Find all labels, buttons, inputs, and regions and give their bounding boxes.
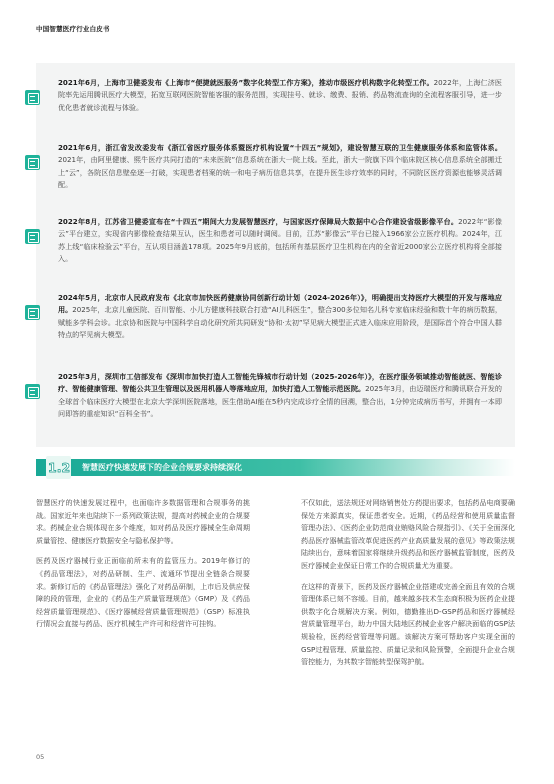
policy-timeline-panel: [36, 63, 515, 447]
paragraph: 在这样的背景下，医药及医疗器械企业搭建或完善全面且有效的合规管理体系已刻不容缓。目前，越来越多技术生态商积极为医药企业提供数字化合规解决方案。例如，德勤推出D-GSP药品和医疗器械经营质量管理平台，助力中国大陆地区药械企业客户解决面临的GSP法规验检，医药经营管理等问题。该解决方案可帮助客户实现全面的GSP过程管理、质量监控、质量记录和风险预警，全面提升企业合规管控能力，为其数字智能转型保驾护航。: [301, 581, 515, 667]
entry-body: 2025年3月，由迈瑞医疗和腾讯联合开发的全球首个临床医疗大模型在北京大学深圳医院落地，医生借助AI能在5秒内完成诊疗全情的回溯，整合出，1分钟完成病历书写，并拥有一本即问即答的重症知识“百科全书”。: [58, 384, 502, 419]
entry-lead: 2022年8月，江苏省卫健委宣布在“十四五”期间大力发展智慧医疗，与国家医疗保障局大数据中心合作建设省级影像平台。: [58, 217, 459, 226]
timeline-entry-text: [58, 142, 502, 192]
entry-body: 2021年，由阿里健康、熙牛医疗共同打造的“未来医院”信息系统在浙大一院上线。至此，浙大一院旗下四个临床院区核心信息系统全部搬迁上“云”，各院区信息壁垒逐一打破，实现患者档案的统一和电子病历信息共享，在提升医生诊疗效率的同时，不同院区医疗资源也能够灵活调配。: [58, 155, 502, 190]
entry-body: 2025年，北京儿童医院、百川智能、小儿方健康科技联合打造“AI儿科医生”，整合300多位知名儿科专家临床经验和数十年的病历数据，赋能多学科会诊。北京协和医院与中国科学自动化研究所共同研发“协和·太初”罕见病大模型正式进入临床应用阶段，是国际首个符合中国人群特点的罕见病大模型。: [58, 305, 502, 340]
document-icon: [25, 229, 40, 244]
document-icon: [25, 155, 40, 170]
paragraph: 不仅如此，送法规还对网络销售处方药提出要求，包括药品电商要确保处方来源真实，保证患者安全。近期，《药品经营和使用质量监督管理办法》、《医药企业防范商业贿赂风险合规指引》、《关于全面深化药品医疗器械监管改革促进医药产业高质量发展的意见》等政策法规陆续出台，意味着国家将继续升级药品和医疗器械监管制度，医药及医疗器械企业保证日常工作的合规质量尤为重要。: [301, 498, 515, 570]
body-column-left: [36, 497, 250, 639]
document-icon: [25, 384, 40, 399]
document-icon: [25, 90, 40, 105]
paragraph: 医药及医疗器械行业正面临前所未有的监管压力。2019年修订的《药品管理法》，对药品研制、生产、流通环节提出全链条合规要求。新修订后的《药品管理法》强化了对药品研制，上市后及供应保障的段的管理，企业的《药品生产质量管理规范》（GMP）及《药品经营质量管理规范》、《医疗器械经营质量管理规范》（GSP）标准执行情况会直接与药品、医疗机械生产许可和经营许可挂钩。: [36, 556, 250, 629]
body-column-right: [301, 497, 515, 677]
entry-lead: 2024年5月，北京市人民政府发布《北京市加快医药健康协同创新行动计划（2024-2026年）》，明确提出支持医疗大模型的开发与落地应用。: [58, 293, 502, 315]
section-heading-bar: [36, 459, 515, 476]
timeline-entry-text: [58, 77, 502, 114]
section-number: 1.2: [48, 460, 71, 475]
entry-lead: 2025年3月，深圳市工信部发布《深圳市加快打造人工智能先锋城市行动计划（2025-2026年）》，在医疗服务领域推动智能就医、智能诊疗、智能健康管理、智能公共卫生管理以及医用机器人等落地应用，加快打造人工智能示范医院。: [58, 372, 502, 394]
entry-body: 2022年，上海仁济医院率先运用腾讯医疗大模型，拓宽互联网医院智能客服的服务范围，实现挂号、就诊、缴费、报销、药品物流查询的全流程客服引导，进一步优化患者就诊流程与体验。: [58, 78, 502, 112]
document-title: 中国智慧医疗行业白皮书: [36, 25, 110, 33]
timeline-entry-text: [58, 216, 502, 266]
timeline-entry-text: [58, 371, 502, 421]
timeline-entry-text: [58, 292, 502, 342]
entry-body: 2022年“影像云”平台建立，实现省内影像检查结果互认，医生和患者可以随时调阅。目前，江苏“影像云”平台已接入1966家公立医疗机构。2024年，江苏上线“临床检验云”平台，互认项目涵盖178项。2025年9月底前，包括所有基层医疗卫生机构在内的全省近2000家公立医疗机构将全部接入。: [58, 217, 502, 264]
entry-lead: 2021年6月，上海市卫健委发布《上海市“便捷就医服务”数字化转型工作方案》，推动市级医疗机构数字化转型工作。: [58, 78, 434, 87]
section-title: 智慧医疗快速发展下的企业合规要求持续深化: [82, 463, 242, 472]
document-icon: [25, 305, 40, 320]
page-number: 05: [36, 753, 45, 761]
paragraph: 智慧医疗的快速发展过程中，也面临许多数据管理和合规事务的挑战。国家近年来也陆续下一系列政策法规，提高对药械企业的合规要求。药械企业合规体现在多个维度，如对药品及医疗器械全生命周期质量管控、健康医疗数据安全与隐私保护等。: [36, 498, 250, 545]
entry-lead: 2021年6月，浙江省发改委发布《浙江省医疗服务体系暨医疗机构设置“十四五”规划》，建设智慧互联的卫生健康服务体系和监管体系。: [58, 143, 502, 152]
